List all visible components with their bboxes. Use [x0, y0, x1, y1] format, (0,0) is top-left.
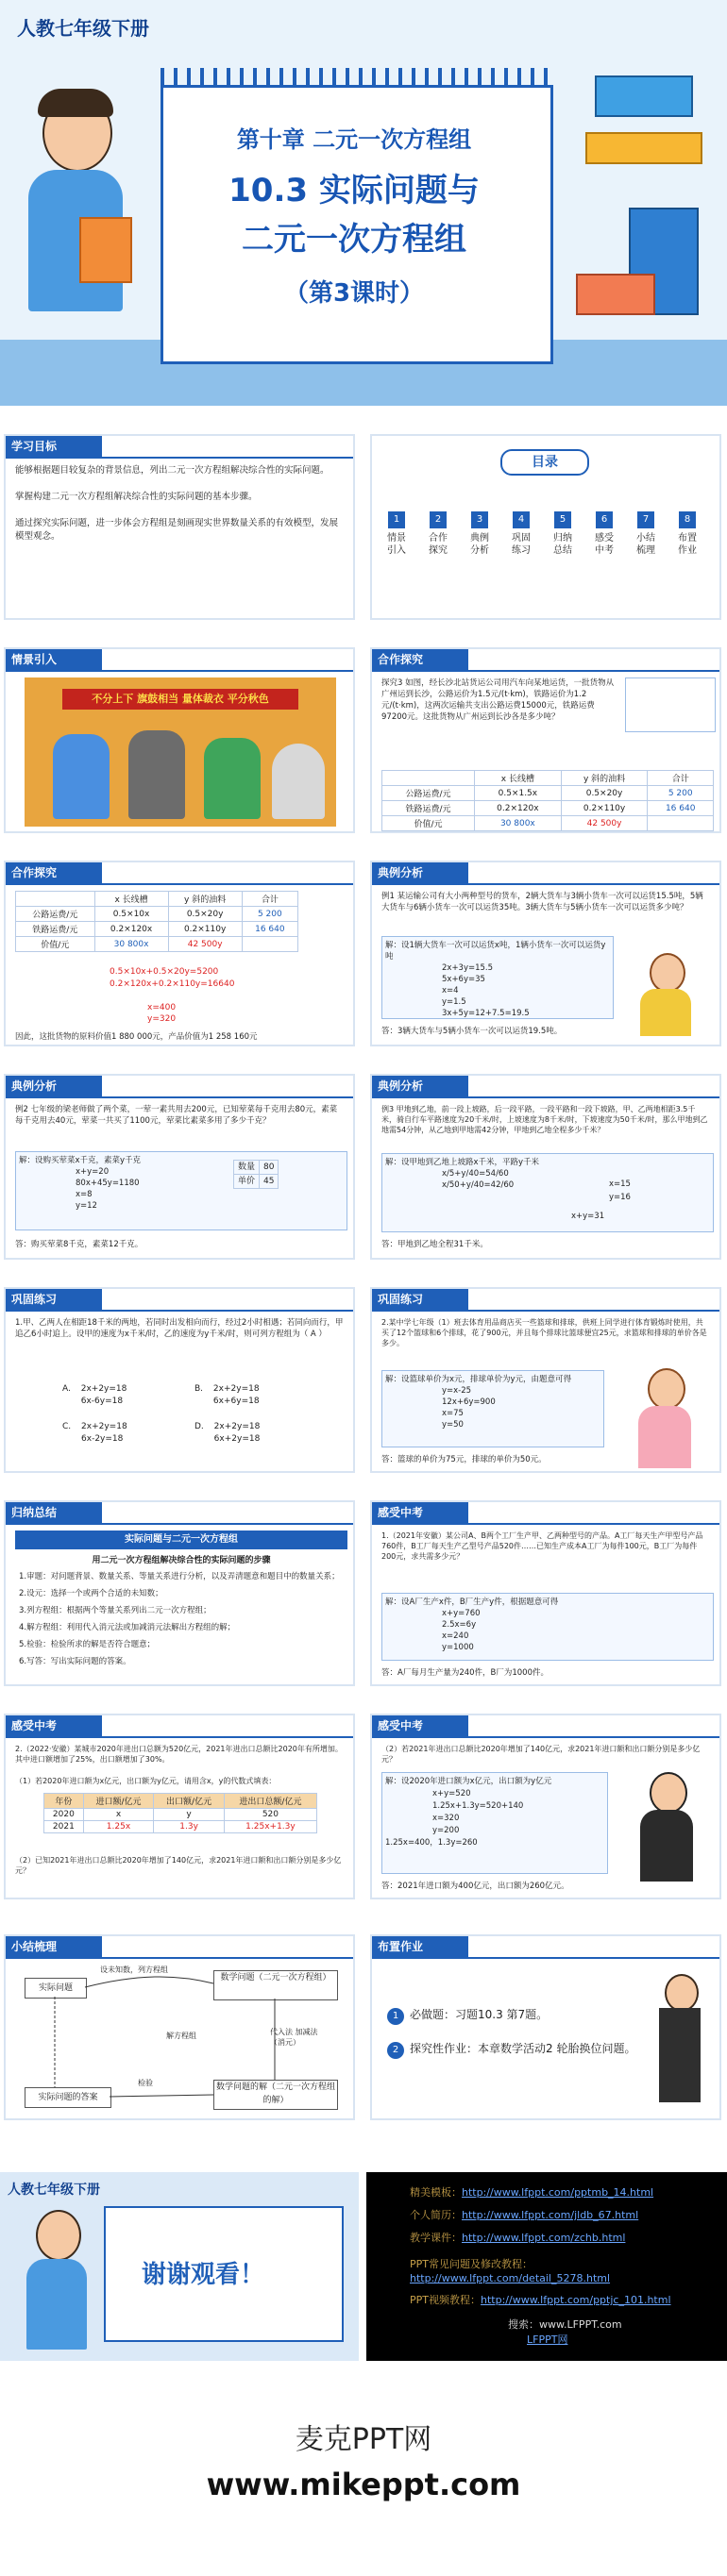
slide-practice1[interactable] [4, 1287, 355, 1473]
trade-table: 年份 进口额/亿元 出口额/亿元 进出口总额/亿元 2020 x y 520 2021 1.25x 1.3y 1.25x+1.3y [43, 1793, 317, 1833]
links-panel [366, 2172, 727, 2361]
slide-header: 典例分析 [372, 862, 468, 883]
flow-node-math-problem: 数学问题（二元一次方程组） [213, 1970, 338, 2000]
question-1: （1）若2020年进口额为x亿元，出口额为y亿元，请用含x，y的代数式填表： [15, 1777, 277, 1785]
goal-item: 通过探究实际问题，进一步体会方程组是刻画现实世界数量关系的有效模型，发展模型观念。 [15, 518, 339, 542]
slide-header: 归纳总结 [6, 1502, 102, 1523]
summary-title-bar: 实际问题与二元一次方程组 [15, 1531, 347, 1549]
solution-box: 解：设A厂生产x件，B厂生产y件，根据题意可得 x+y=760 2.5x=6y x=240 y=1000 [381, 1593, 714, 1661]
link-row[interactable]: PPT视频教程：http://www.lfppt.com/pptjc_101.html [410, 2294, 671, 2306]
answer-text: 答：购买荤菜8千克，素菜12千克。 [15, 1240, 144, 1249]
flow-arrows [6, 1936, 353, 2118]
slide-intro[interactable] [4, 647, 355, 833]
option-d[interactable]: D. 2x+2y=18 6x+2y=18 [194, 1422, 261, 1444]
problem-text: 探究3 如图，经长沙北站货运公司用汽车向某地运货，一批货物从广州运到长沙，公路运价为1.5元/(t·km)，铁路运价为1.2元/(t·km)，这两次运输共支出公路运费15000元，铁路运费97200元。这批货物从广州运到长沙各是多少吨？ [381, 678, 615, 722]
solution-box: 解：设甲地到乙地上坡路x千米，平路y千米 x/5+y/40=54/60 x/50+y/40=42/60 x=15 y=16 x+y=31 [381, 1153, 714, 1232]
answer-text: 答：篮球的单价为75元，排球的单价为50元。 [381, 1455, 547, 1464]
cartoon-scene [25, 677, 336, 827]
summary-subtitle: 用二元一次方程组解决综合性的实际问题的步骤 [92, 1556, 271, 1565]
slide-toc[interactable] [370, 434, 721, 620]
problem-text: （2）若2021年进出口总额比2020年增加了140亿元，求2021年进口额和出口额分别是多少亿元？ [381, 1745, 701, 1764]
books-illustration [576, 57, 708, 340]
footer-brand-name: 麦克PPT网 [295, 2423, 432, 2456]
goal-item: 掌握构建二元一次方程组解决综合性的实际问题的基本步骤。 [15, 492, 258, 502]
slide-header: 学习目标 [6, 436, 102, 457]
link-row[interactable]: 个人简历：http://www.lfppt.com/jldb_67.html [410, 2209, 639, 2221]
slide-header: 感受中考 [372, 1715, 468, 1736]
problem-text: 例2 七年级的梁老师做了两个菜，一荤一素共用去200元，已知荤菜每千克用去80元，素菜每千克用去40元，荤菜一共买了1100元，荤菜比素菜多用了多少千克？ [15, 1105, 338, 1126]
price-table: 数量 80 单价 45 [233, 1160, 279, 1189]
lesson-title-line1: 10.3 实际问题与 [228, 172, 480, 209]
solution-box: 解：设篮球单价为x元，排球单价为y元，由题意可得 y=x-25 12x+6y=900 x=75 y=50 [381, 1370, 604, 1447]
grade-tag: 人教七年级下册 [8, 2183, 100, 2198]
equation-system: 0.5×10x+0.5×20y=5200 0.2×120x+0.2×110y=16640 [110, 967, 235, 989]
slide-practice2[interactable] [370, 1287, 721, 1473]
ending-slide [0, 2172, 359, 2361]
idiom-banner: 不分上下 旗鼓相当 量体裁衣 平分秋色 [62, 689, 298, 710]
search-hint: 搜索：www.LFPPT.com [508, 2318, 622, 2331]
flow-node-math-solution: 数学问题的解（二元一次方程组的解） [213, 2080, 338, 2110]
slide-example3[interactable] [370, 1074, 721, 1260]
slide-header: 典例分析 [372, 1076, 468, 1096]
teacher-illustration [651, 1974, 708, 2106]
flow-edge-label: 代入法 加减法（消元） [270, 2028, 318, 2047]
flow-edge-label: 解方程组 [166, 2032, 196, 2040]
slide-exam2[interactable] [4, 1714, 355, 1899]
problem-text: 例1 某运输公司有大小两种型号的货车，2辆大货车与3辆小货车一次可以运货15.5吨，5辆大货车与6辆小货车一次可以运货35吨。3辆大货车与5辆小货车一次可以运货多少吨？ [381, 892, 703, 912]
answer-text: 答：3辆大货车与5辆小货车一次可以运货19.5吨。 [381, 1027, 563, 1036]
question-2: （2）已知2021年进出口总额比2020年增加了140亿元，求2021年进口额和出口额分别是多少亿元？ [15, 1856, 342, 1875]
freight-table: x 长线槽 y 斜的油料 合计 公路运费/元 0.5×10x 0.5×20y 5 200 铁路运费/元 0.2×120x 0.2×110y 16 640 价值/元 30 800x 42 500y [15, 891, 298, 952]
slide-header: 感受中考 [6, 1715, 102, 1736]
lesson-title [161, 166, 548, 264]
link-row[interactable]: 教学课件：http://www.lfppt.com/zchb.html [410, 2232, 626, 2244]
slide-example2[interactable] [4, 1074, 355, 1260]
slide-review[interactable] [4, 1934, 355, 2120]
problem-text: 1.甲、乙两人在相距18千米的两地，若同时出发相向而行，经过2小时相遇；若同向而行，甲追乙6小时追上。设甲的速度为x千米/时，乙的速度为y千米/时，则可列方程组为（ A ） [15, 1318, 344, 1339]
goals-list [15, 464, 344, 544]
slide-header: 巩固练习 [372, 1289, 468, 1310]
notebook-spiral [161, 68, 553, 87]
problem-text: 例3 甲地到乙地，前一段上坡路，后一段平路，一段平路和一段下坡路，甲、乙两地相距3.5千米，骑自行车平路速度为20千米/时，上坡速度为8千米/时，下坡速度为50千米/时，那么甲地到乙地需54分钟，从乙地到甲地需42分钟，甲地到乙地全程多少千米？ [381, 1105, 708, 1134]
teacher-illustration [636, 953, 693, 1038]
slide-exam3[interactable] [370, 1714, 721, 1899]
freight-table: x 长线槽 y 斜的油料 合计 公路运费/元 0.5×1.5x 0.5×20y 5 200 铁路运费/元 0.2×120x 0.2×110y 16 640 价值/元 30 800x 42 500y [381, 770, 714, 831]
toc-item-8[interactable]: 8 布置作业 [676, 511, 699, 557]
lesson-title-line2: 二元一次方程组 [242, 221, 466, 259]
flow-node-real-answer: 实际问题的答案 [25, 2087, 111, 2108]
option-b[interactable]: B. 2x+2y=18 6x+6y=18 [194, 1384, 260, 1406]
summary-step: 6.写答：写出实际问题的答案。 [19, 1657, 131, 1666]
problem-text: 1.（2021年安徽）某公司A、B两个工厂生产甲、乙两种型号的产品。A工厂每天生产甲型号产品760件，B工厂每天生产乙型号产品520件……已知生产成本A工厂为每件100元，B工厂为每件200元，求共需多少元？ [381, 1531, 703, 1561]
teacher-illustration [19, 2210, 94, 2351]
slide-header: 感受中考 [372, 1502, 468, 1523]
route-map [625, 677, 716, 732]
summary-step: 1.审题：对问题背景、数量关系、等量关系进行分析，以及弄清题意和题目中的数量关系； [19, 1572, 340, 1581]
slide-header: 典例分析 [6, 1076, 102, 1096]
option-c[interactable]: C. 2x+2y=18 6x-2y=18 [62, 1422, 127, 1444]
summary-step: 3.列方程组：根据两个等量关系列出二元一次方程组； [19, 1606, 211, 1615]
grade-tag: 人教七年级下册 [17, 17, 149, 40]
solution-box: 解：设2020年进口额为x亿元，出口额为y亿元 x+y=520 1.25x+1.3y=520+140 x=320 y=200 1.25x=400，1.3y=260 [381, 1772, 608, 1874]
brand-link[interactable]: LFPPT网 [527, 2333, 568, 2346]
solution: x=400 y=320 [147, 1003, 177, 1024]
homework-item-2: 2 探究性作业：本章数学活动2 轮胎换位问题。 [387, 2040, 635, 2059]
flow-edge-label: 检验 [138, 2079, 153, 2087]
footer-url[interactable]: www.mikeppt.com [206, 2467, 521, 2502]
summary-step: 4.解方程组：利用代入消元法或加减消元法解出方程组的解； [19, 1623, 236, 1632]
toc-item-3[interactable]: 3 典例分析 [468, 511, 491, 557]
teacher-illustration [627, 1368, 702, 1470]
cover-slide [0, 0, 727, 406]
answer-text: 答：A厂每月生产量为240件，B厂为1000件。 [381, 1668, 549, 1678]
goal-item: 能够根据题目较复杂的背景信息，列出二元一次方程组解决综合性的实际问题。 [15, 465, 330, 476]
slide-homework[interactable] [370, 1934, 721, 2120]
slide-coop2[interactable] [4, 861, 355, 1046]
chapter-title: 第十章 二元一次方程组 [236, 126, 472, 153]
problem-text: 2.（2022·安徽）某城市2020年进出口总额为520亿元，2021年进出口总额比2020年有所增加。其中进口额增加了25%，出口额增加了30%。 [15, 1745, 343, 1764]
slide-header: 合作探究 [372, 649, 468, 670]
summary-step: 2.设元：选择一个或两个合适的未知数； [19, 1589, 163, 1598]
toc-item-2[interactable]: 2 合作探究 [427, 511, 449, 557]
slide-coop1[interactable] [370, 647, 721, 833]
slide-header: 巩固练习 [6, 1289, 102, 1310]
homework-item-1: 1 必做题：习题10.3 第7题。 [387, 2006, 548, 2025]
flow-node-real-problem: 实际问题 [25, 1978, 87, 1999]
toc-item-1[interactable]: 1 情景引入 [385, 511, 408, 557]
thanks-text: 谢谢观看！ [142, 2261, 265, 2289]
answer-text: 答：2021年进口额为400亿元，出口额为260亿元。 [381, 1882, 569, 1891]
toc-item-4[interactable]: 4 巩固练习 [510, 511, 533, 557]
option-a[interactable]: A. 2x+2y=18 6x-6y=18 [62, 1384, 127, 1406]
slide-header: 情景引入 [6, 649, 102, 670]
flow-edge-label: 设未知数，列方程组 [100, 1965, 168, 1974]
toc-item-7[interactable]: 7 小结梳理 [634, 511, 657, 557]
slide-summary[interactable] [4, 1500, 355, 1686]
link-row[interactable]: 精美模板：http://www.lfppt.com/pptmb_14.html [410, 2186, 654, 2199]
teacher-illustration [19, 57, 132, 368]
slide-exam1[interactable] [370, 1500, 721, 1686]
period-label: （第3课时） [283, 279, 425, 308]
answer-text: 因此，这批货物的原料价值1 880 000元，产品价值为1 258 160元 [15, 1032, 258, 1042]
teacher-illustration [629, 1772, 704, 1885]
toc-item-6[interactable]: 6 感受中考 [593, 511, 616, 557]
solution-box: 解：设1辆大货车一次可以运货x吨，1辆小货车一次可以运货y吨 2x+3y=15.5 5x+6y=35 x=4 y=1.5 3x+5y=12+7.5=19.5 [381, 936, 614, 1019]
toc-title: 目录 [500, 449, 589, 476]
summary-step: 5.检验：检验所求的解是否符合题意； [19, 1640, 156, 1649]
slide-header: 布置作业 [372, 1936, 468, 1957]
answer-text: 答：甲地到乙地全程31千米。 [381, 1240, 488, 1249]
slide-example1[interactable] [370, 861, 721, 1046]
toc-item-5[interactable]: 5 归纳总结 [551, 511, 574, 557]
problem-text: 2.某中学七年级（1）班去体育用品商店买一些篮球和排球，供班上同学进行体育锻炼时使用，共买了12个篮球和6个排球，花了900元，并且每个排球比篮球便宜25元，求篮球和排球的单价各是多少。 [381, 1318, 707, 1347]
slide-goals[interactable] [4, 434, 355, 620]
slide-header: 小结梳理 [6, 1936, 102, 1957]
solution-box: 解：设购买荤菜x千克，素菜y千克 x+y=20 80x+45y=1180 x=8 y=12 数量 80 单价 45 [15, 1151, 347, 1230]
slide-header: 合作探究 [6, 862, 102, 883]
summary-steps [19, 1568, 344, 1670]
link-row[interactable]: PPT常见问题及修改教程： http://www.lfppt.com/detail_5278.html [410, 2258, 611, 2284]
